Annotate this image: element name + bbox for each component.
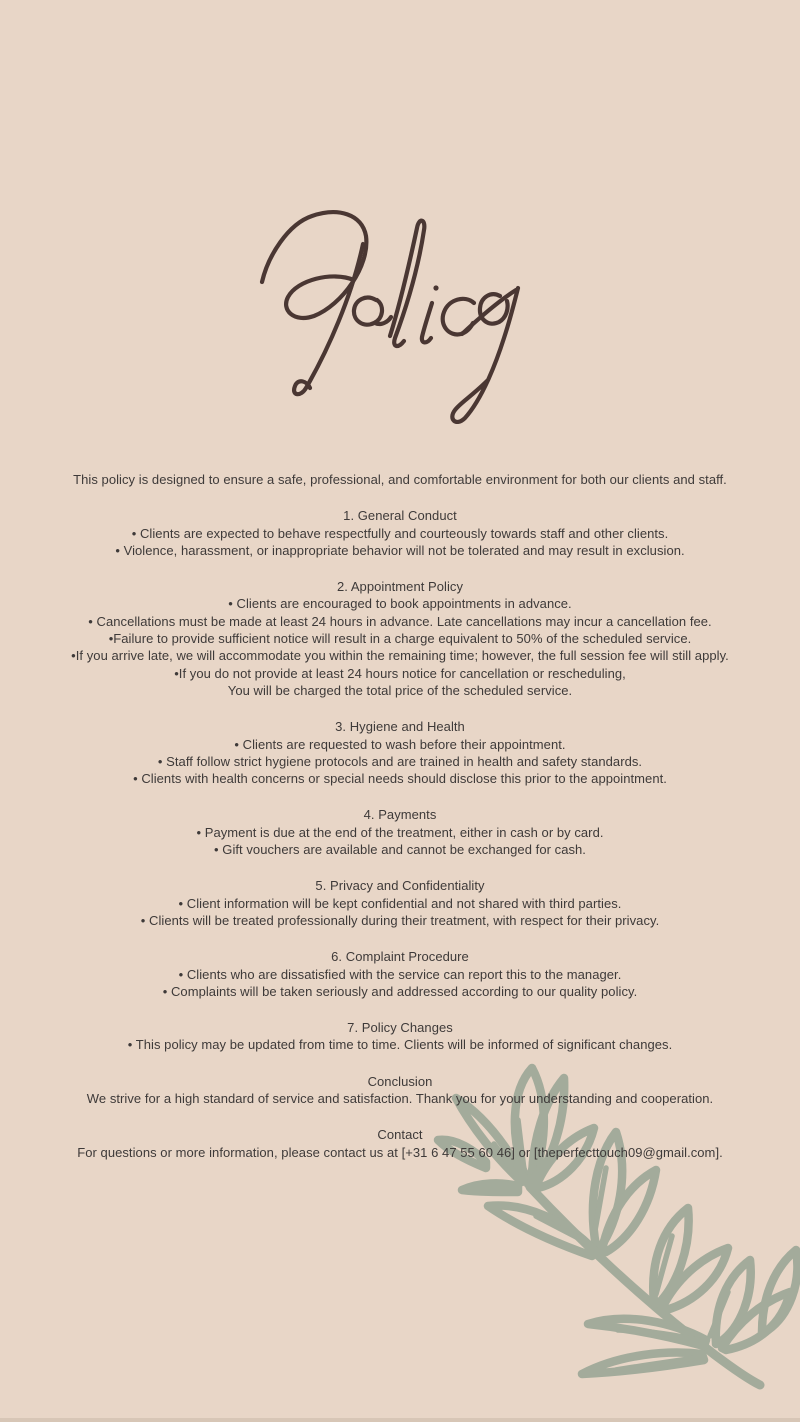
section-line: • Clients with health concerns or special needs should disclose this prior to the appointment. [133, 771, 667, 787]
section-line: • Cancellations must be made at least 24 hours in advance. Late cancellations may incur a cancellation fee. [88, 613, 712, 629]
section-heading: Contact [377, 1127, 423, 1143]
section-line: • Clients are requested to wash before their appointment. [234, 736, 566, 752]
title-script-icon [250, 208, 550, 438]
section-heading: 2. Appointment Policy [336, 579, 464, 595]
bottom-edge-shade [0, 1418, 800, 1422]
section-line: • Clients will be treated professionally during their treatment, with respect for their privacy. [140, 912, 660, 928]
policy-section [20, 1126, 780, 1161]
section-heading: 6. Complaint Procedure [331, 949, 469, 965]
section-line: • Clients are encouraged to book appointments in advance. [228, 596, 572, 612]
policy-section [20, 1073, 780, 1108]
section-line: • This policy may be updated from time to time. Clients will be informed of significant changes. [127, 1037, 673, 1053]
intro-line: This policy is designed to ensure a safe, professional, and comfortable environment for both our clients and staff. [73, 472, 727, 487]
section-line: We strive for a high standard of service and satisfaction. Thank you for your understanding and cooperation. [86, 1091, 714, 1107]
section-line: •If you arrive late, we will accommodate you within the remaining time; however, the full session fee will still apply. [71, 648, 729, 664]
section-line: •Failure to provide sufficient notice will result in a charge equivalent to 50% of the scheduled service. [108, 631, 692, 647]
policy-section [20, 948, 780, 1000]
section-line: •If you do not provide at least 24 hours notice for cancellation or rescheduling, [174, 665, 626, 681]
section-line: • Gift vouchers are available and cannot be exchanged for cash. [214, 842, 586, 858]
policy-section [20, 806, 780, 858]
section-heading: 4. Payments [363, 807, 437, 823]
policy-body [20, 471, 780, 1161]
policy-section [20, 1019, 780, 1054]
section-line: • Payment is due at the end of the treatment, either in cash or by card. [196, 824, 604, 840]
section-heading: 1. General Conduct [343, 508, 457, 524]
section-line: • Clients who are dissatisfied with the service can report this to the manager. [178, 966, 622, 982]
section-heading: 7. Policy Changes [347, 1020, 453, 1036]
section-line: You will be charged the total price of the scheduled service. [227, 682, 573, 698]
policy-section [20, 718, 780, 787]
section-line: • Complaints will be taken seriously and addressed according to our quality policy. [162, 983, 638, 999]
policy-section [20, 578, 780, 699]
section-line: • Staff follow strict hygiene protocols and are trained in health and safety standards. [157, 753, 643, 769]
policy-section [20, 877, 780, 929]
policy-sections [20, 507, 780, 1161]
section-line: • Violence, harassment, or inappropriate behavior will not be tolerated and may result in exclusion. [115, 542, 685, 558]
section-heading: Conclusion [367, 1073, 433, 1089]
section-heading: 3. Hygiene and Health [335, 719, 465, 735]
section-heading: 5. Privacy and Confidentiality [315, 878, 485, 894]
section-line: • Clients are expected to behave respectfully and courteously towards staff and other clients. [131, 525, 669, 541]
page-title [250, 208, 550, 438]
section-line: • Client information will be kept confidential and not shared with third parties. [178, 895, 622, 911]
policy-section [20, 507, 780, 559]
section-line: For questions or more information, please contact us at [+31 6 47 55 60 46] or [theperfecttouch09@gmail.com]. [77, 1144, 723, 1160]
